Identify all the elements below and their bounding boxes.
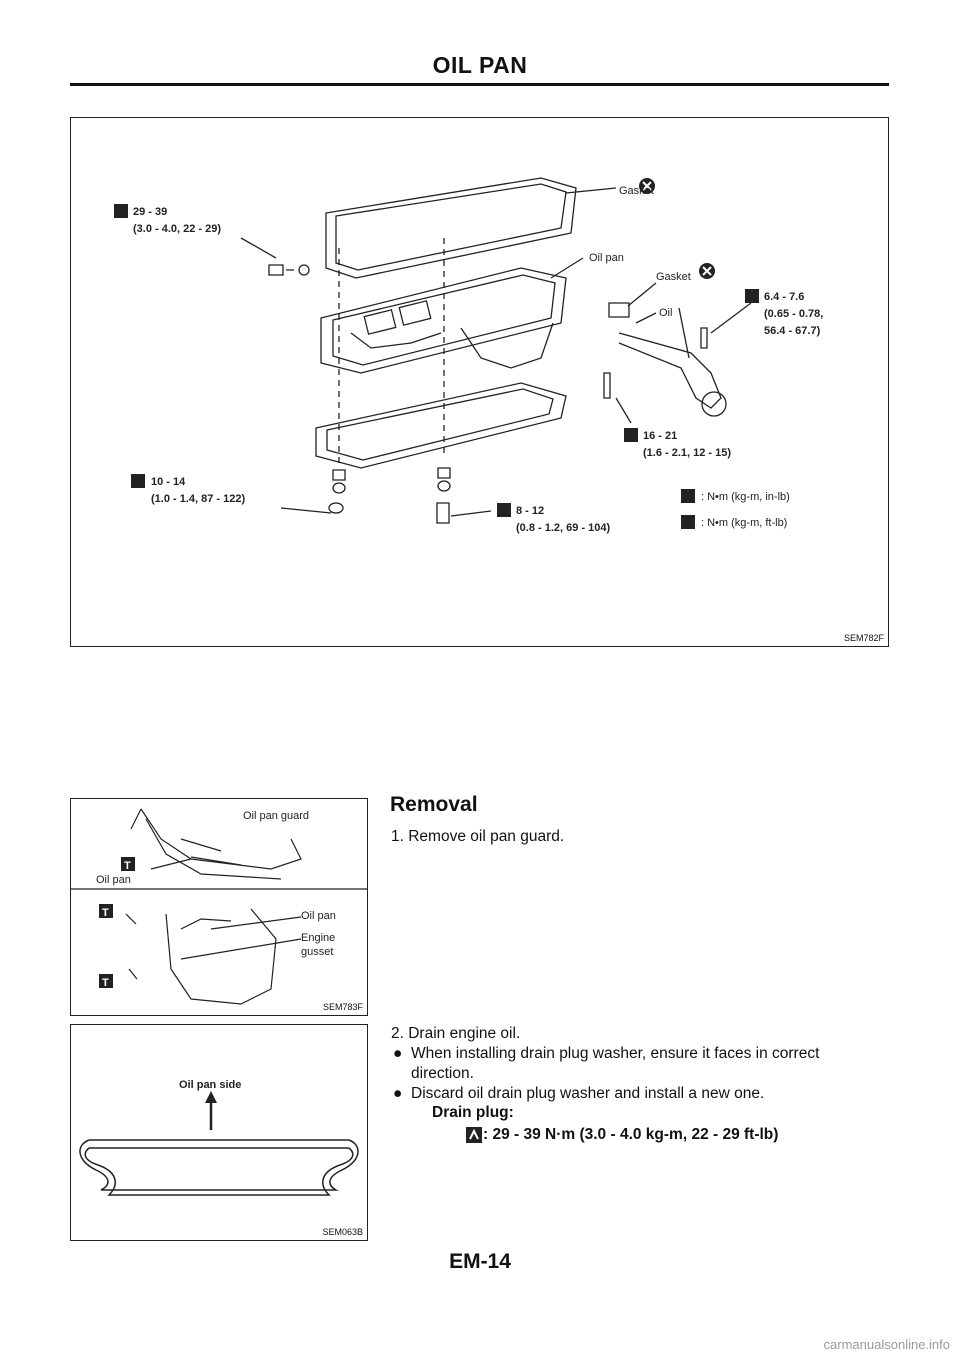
torque-3-line1: 16 - 21 <box>643 430 678 442</box>
label-oil-pan-guard: Oil pan guard <box>243 810 310 822</box>
torque-icon-inlb <box>131 474 145 488</box>
torque-wrench-icon <box>466 1127 482 1143</box>
figure-oil-pan-guard <box>70 798 368 1016</box>
label-engine-gusset-1: Engine <box>301 932 336 944</box>
legend-ftlb: : N•m (kg-m, ft-lb) <box>701 517 788 529</box>
torque-4-line2: (1.0 - 1.4, 87 - 122) <box>151 493 246 505</box>
label-engine-gusset-2: gusset <box>301 946 334 958</box>
torque-icon-inlb <box>745 289 759 303</box>
bullet-text <box>411 1044 891 1084</box>
torque-4-line1: 10 - 14 <box>151 476 186 488</box>
bullet-text: Discard oil drain plug washer and install a new one. <box>411 1085 765 1102</box>
figure-id: SEM783F <box>322 1002 363 1012</box>
torque-2-line2: (0.65 - 0.78, <box>764 308 824 320</box>
torque-1-line1: 29 - 39 <box>133 206 168 218</box>
oil-pan-diagram <box>71 118 888 646</box>
torque-1-line2: (3.0 - 4.0, 22 - 29) <box>133 223 222 235</box>
tool-mark: T <box>102 977 109 989</box>
oil-pan-guard-diagram <box>71 799 367 1015</box>
washer-diagram <box>71 1025 367 1240</box>
figure-drain-plug-washer <box>70 1024 368 1241</box>
torque-icon-inlb <box>497 503 511 517</box>
torque-3-line2: (1.6 - 2.1, 12 - 15) <box>643 447 732 459</box>
drain-plug-label: Drain plug: <box>432 1104 514 1121</box>
tool-mark: T <box>124 860 131 872</box>
header-divider <box>70 83 889 86</box>
page-number: EM-14 <box>449 1250 511 1273</box>
label-oil-pan-side: Oil pan side <box>179 1079 242 1091</box>
label-gasket-top: Gasket <box>619 185 654 197</box>
figure-id: SEM063B <box>322 1227 363 1237</box>
torque-5-line2: (0.8 - 1.2, 69 - 104) <box>516 522 611 534</box>
torque-2-line3: 56.4 - 67.7) <box>764 325 821 337</box>
label-oil-pan-lower: Oil pan <box>301 910 336 922</box>
tool-mark: T <box>102 907 109 919</box>
torque-icon-inlb <box>681 489 695 503</box>
label-oil-pan-top: Oil pan <box>96 874 131 886</box>
bullet-washer-direction <box>393 1044 893 1084</box>
figure-oil-pan-exploded <box>70 117 889 647</box>
label-oil-pan: Oil pan <box>589 252 624 264</box>
drain-plug-spec <box>466 1126 778 1144</box>
figure-id: SEM782F <box>843 633 884 643</box>
page-title: OIL PAN <box>432 52 528 78</box>
torque-icon-ftlb <box>681 515 695 529</box>
step-2: 2. Drain engine oil. <box>391 1025 521 1042</box>
section-title-removal: Removal <box>390 793 478 816</box>
drain-plug-spec-text: : 29 - 39 N·m (3.0 - 4.0 kg-m, 22 - 29 ft-lb) <box>483 1126 779 1143</box>
bullet-dot: ● <box>393 1045 403 1062</box>
torque-5-line1: 8 - 12 <box>516 505 545 517</box>
torque-icon-ftlb <box>624 428 638 442</box>
bullet-discard-washer <box>393 1084 893 1104</box>
torque-2-line1: 6.4 - 7.6 <box>764 291 805 303</box>
step-1: 1. Remove oil pan guard. <box>391 828 565 845</box>
label-oil: Oil <box>659 307 673 319</box>
torque-icon-ftlb <box>114 204 128 218</box>
legend-inlb: : N•m (kg-m, in-lb) <box>701 491 790 503</box>
bullet-text-line: When installing drain plug washer, ensure it faces in correct <box>411 1045 820 1062</box>
bullet-dot: ● <box>393 1085 403 1102</box>
watermark: carmanualsonline.info <box>823 1337 950 1352</box>
label-gasket-mid: Gasket <box>656 271 691 283</box>
bullet-text-line: direction. <box>411 1065 474 1082</box>
